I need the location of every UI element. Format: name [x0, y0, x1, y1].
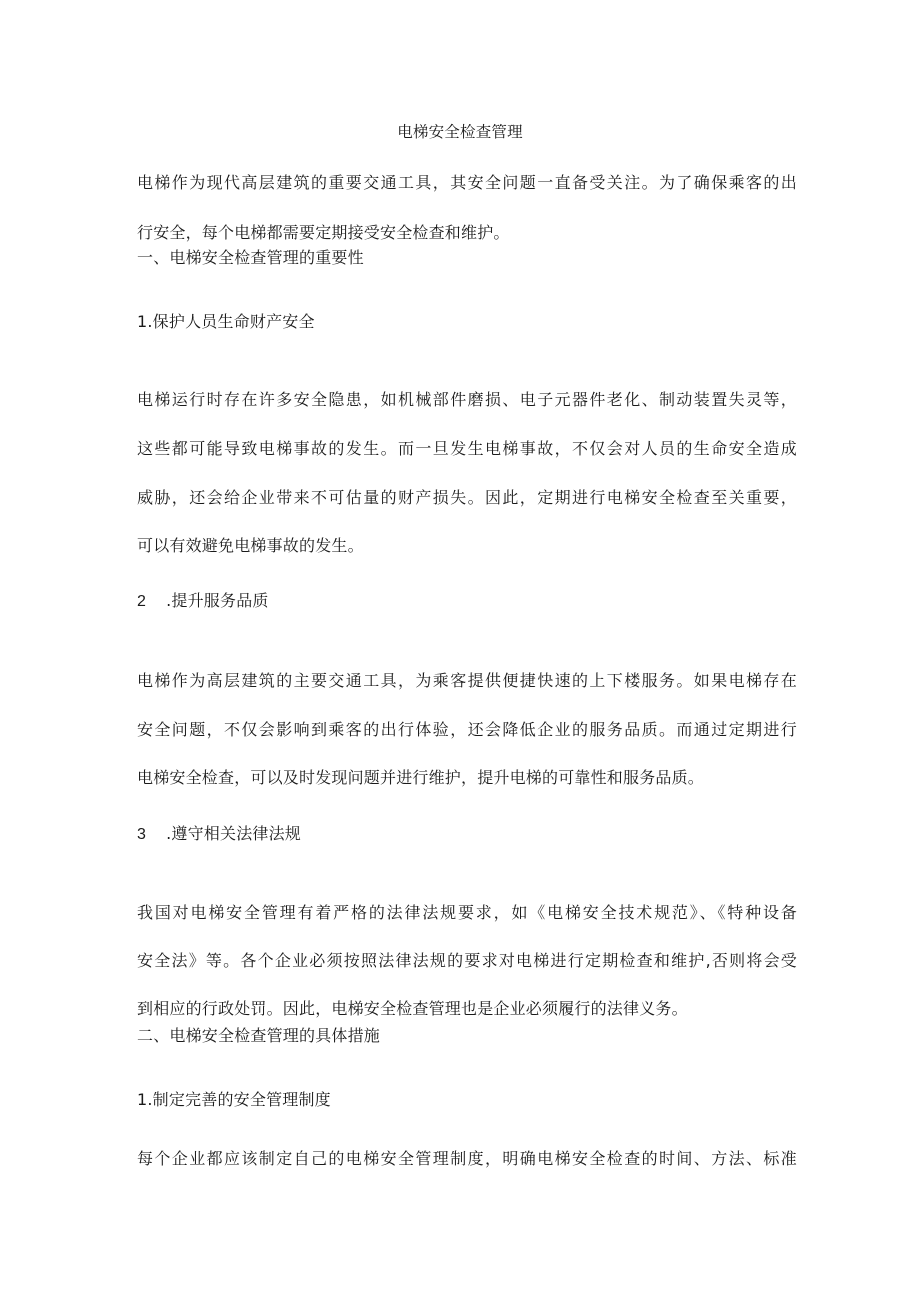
section-1-item-2-line-3: 电梯安全检查，可以及时发现问题并进行维护，提升电梯的可靠性和服务品质。 — [137, 768, 705, 787]
section-2-heading: 二、电梯安全检查管理的具体措施 — [137, 1026, 381, 1045]
intro-line-1: 电梯作为现代高层建筑的重要交通工具，其安全问题一直备受关注。为了确保乘客的出 — [137, 173, 797, 192]
section-2-item-1-line-1: 每个企业都应该制定自己的电梯安全管理制度，明确电梯安全检查的时间、方法、标准 — [137, 1149, 797, 1168]
section-1-item-1-line-3: 威胁，还会给企业带来不可估量的财产损失。因此，定期进行电梯安全检查至关重要， — [137, 488, 797, 507]
section-1-item-3-line-2: 安全法》等。各个企业必须按照法律法规的要求对电梯进行定期检查和维护,否则将会受 — [137, 951, 797, 970]
section-1-item-2-line-2: 安全问题，不仅会影响到乘客的出行体验，还会降低企业的服务品质。而通过定期进行 — [137, 720, 797, 739]
section-1-item-1-line-4: 可以有效避免电梯事故的发生。 — [137, 536, 364, 555]
document-title: 电梯安全检查管理 — [397, 123, 523, 141]
section-1-item-1-line-1: 电梯运行时存在许多安全隐患，如机械部件磨损、电子元器件老化、制动装置失灵等， — [137, 390, 797, 409]
section-1-item-2-heading — [137, 591, 797, 612]
section-1-item-3-line-1: 我国对电梯安全管理有着严格的法律法规要求，如《电梯安全技术规范》、《特种设备 — [137, 903, 797, 922]
section-1-heading: 一、电梯安全检查管理的重要性 — [137, 248, 364, 267]
section-1-item-2-number: 2 — [137, 593, 147, 610]
intro-line-2: 行安全，每个电梯都需要定期接受安全检查和维护。 — [137, 223, 510, 242]
section-2-item-1-heading: 1.制定完善的安全管理制度 — [137, 1090, 331, 1109]
section-1-item-2-title: .提升服务品质 — [166, 591, 269, 610]
section-1-item-1-heading: 1.保护人员生命财产安全 — [137, 312, 315, 331]
section-1-item-1-line-2: 这些都可能导致电梯事故的发生。而一旦发生电梯事故，不仅会对人员的生命安全造成 — [137, 439, 797, 458]
section-1-item-3-heading — [137, 824, 797, 845]
section-1-item-3-title: .遵守相关法律法规 — [166, 824, 301, 843]
section-1-item-2-line-1: 电梯作为高层建筑的主要交通工具，为乘客提供便捷快速的上下楼服务。如果电梯存在 — [137, 671, 797, 690]
section-1-item-3-number: 3 — [137, 826, 147, 843]
section-1-item-3-line-3: 到相应的行政处罚。因此，电梯安全检查管理也是企业必须履行的法律义务。 — [137, 999, 688, 1018]
